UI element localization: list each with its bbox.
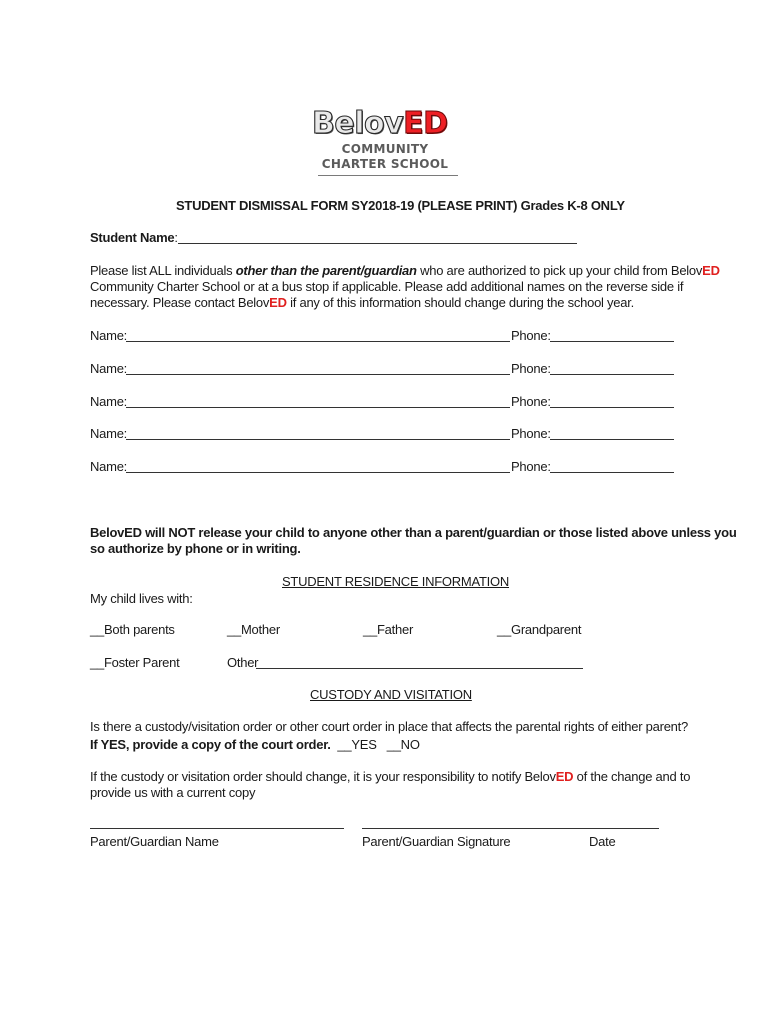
form-title: STUDENT DISMISSAL FORM SY2018-19 (PLEASE PRINT) Grades K-8 ONLY: [176, 198, 625, 213]
contact-name-label: Name:: [90, 328, 128, 343]
instructions-line-1: [90, 263, 720, 279]
court-order-instruction: If YES, provide a copy of the court order.: [90, 737, 331, 752]
custody-change-text: of the change and to: [573, 769, 691, 784]
beloved-logo: [312, 106, 458, 178]
logo-word-ed: ED: [403, 106, 448, 141]
contact-name-field[interactable]: [126, 341, 510, 342]
contact-phone-field[interactable]: [550, 341, 674, 342]
option-other-field[interactable]: [256, 668, 583, 669]
logo-wordmark: [312, 106, 448, 142]
release-notice-line-1: BelovED will NOT release your child to anyone other than a parent/guardian or those listed above unless you: [90, 525, 737, 540]
guardian-signature-label: Parent/Guardian Signature: [362, 834, 511, 849]
student-name-field[interactable]: [178, 243, 577, 244]
date-label: Date: [589, 834, 616, 849]
instructions-line-2: Community Charter School or at a bus stop if applicable. Please add additional names on the reverse side if: [90, 279, 684, 294]
court-order-row: [90, 737, 420, 753]
logo-underline: [318, 175, 458, 176]
residence-heading: STUDENT RESIDENCE INFORMATION: [282, 574, 510, 589]
instructions-line-3: [90, 295, 634, 311]
instructions-emphasis: other than the parent/guardian: [235, 263, 417, 278]
option-mother[interactable]: __Mother: [227, 622, 280, 637]
guardian-name-label: Parent/Guardian Name: [90, 834, 219, 849]
instructions-text: necessary. Please contact Belov: [90, 295, 270, 310]
contact-phone-label: Phone:: [511, 459, 551, 474]
contact-name-label: Name:: [90, 426, 128, 441]
guardian-signature-field[interactable]: [362, 828, 659, 829]
custody-change-text: If the custody or visitation order should change, it is your responsibility to notify Belov: [90, 769, 556, 784]
guardian-name-field[interactable]: [90, 828, 344, 829]
brand-ed: ED: [269, 295, 287, 310]
logo-word-belov: Belov: [312, 106, 404, 141]
option-father[interactable]: __Father: [363, 622, 414, 637]
student-name-row: [90, 230, 178, 246]
contact-name-label: Name:: [90, 361, 128, 376]
student-name-colon: :: [174, 230, 178, 245]
contact-name-field[interactable]: [126, 439, 510, 440]
contact-phone-label: Phone:: [511, 394, 551, 409]
brand-ed: ED: [702, 263, 720, 278]
contact-phone-label: Phone:: [511, 426, 551, 441]
contact-name-field[interactable]: [126, 472, 510, 473]
instructions-text: who are authorized to pick up your child from Belov: [416, 263, 703, 278]
instructions-text: Please list ALL individuals: [90, 263, 236, 278]
option-both-parents[interactable]: __Both parents: [90, 622, 175, 637]
option-other-label: Other: [227, 655, 259, 670]
lives-with-label: My child lives with:: [90, 591, 193, 606]
yes-option[interactable]: __YES: [337, 737, 377, 752]
contact-phone-label: Phone:: [511, 361, 551, 376]
contact-phone-label: Phone:: [511, 328, 551, 343]
custody-question: Is there a custody/visitation order or other court order in place that affects the parental rights of either parent?: [90, 719, 688, 734]
contact-name-label: Name:: [90, 459, 128, 474]
custody-heading: CUSTODY AND VISITATION: [310, 687, 472, 702]
contact-phone-field[interactable]: [550, 374, 674, 375]
no-option[interactable]: __NO: [386, 737, 420, 752]
instructions-text: if any of this information should change during the school year.: [286, 295, 634, 310]
contact-phone-field[interactable]: [550, 439, 674, 440]
logo-line-charter-school: CHARTER SCHOOL: [321, 157, 449, 171]
custody-change-line-1: [90, 769, 690, 785]
option-foster-parent[interactable]: __Foster Parent: [90, 655, 180, 670]
logo-line-community: COMMUNITY: [341, 142, 429, 156]
contact-name-label: Name:: [90, 394, 128, 409]
contact-phone-field[interactable]: [550, 407, 674, 408]
contact-phone-field[interactable]: [550, 472, 674, 473]
custody-change-line-2: provide us with a current copy: [90, 785, 256, 800]
contact-name-field[interactable]: [126, 407, 510, 408]
brand-ed: ED: [555, 769, 574, 784]
student-name-label: Student Name: [90, 230, 175, 245]
release-notice-line-2: so authorize by phone or in writing.: [90, 541, 301, 556]
option-grandparent[interactable]: __Grandparent: [497, 622, 582, 637]
contact-name-field[interactable]: [126, 374, 510, 375]
